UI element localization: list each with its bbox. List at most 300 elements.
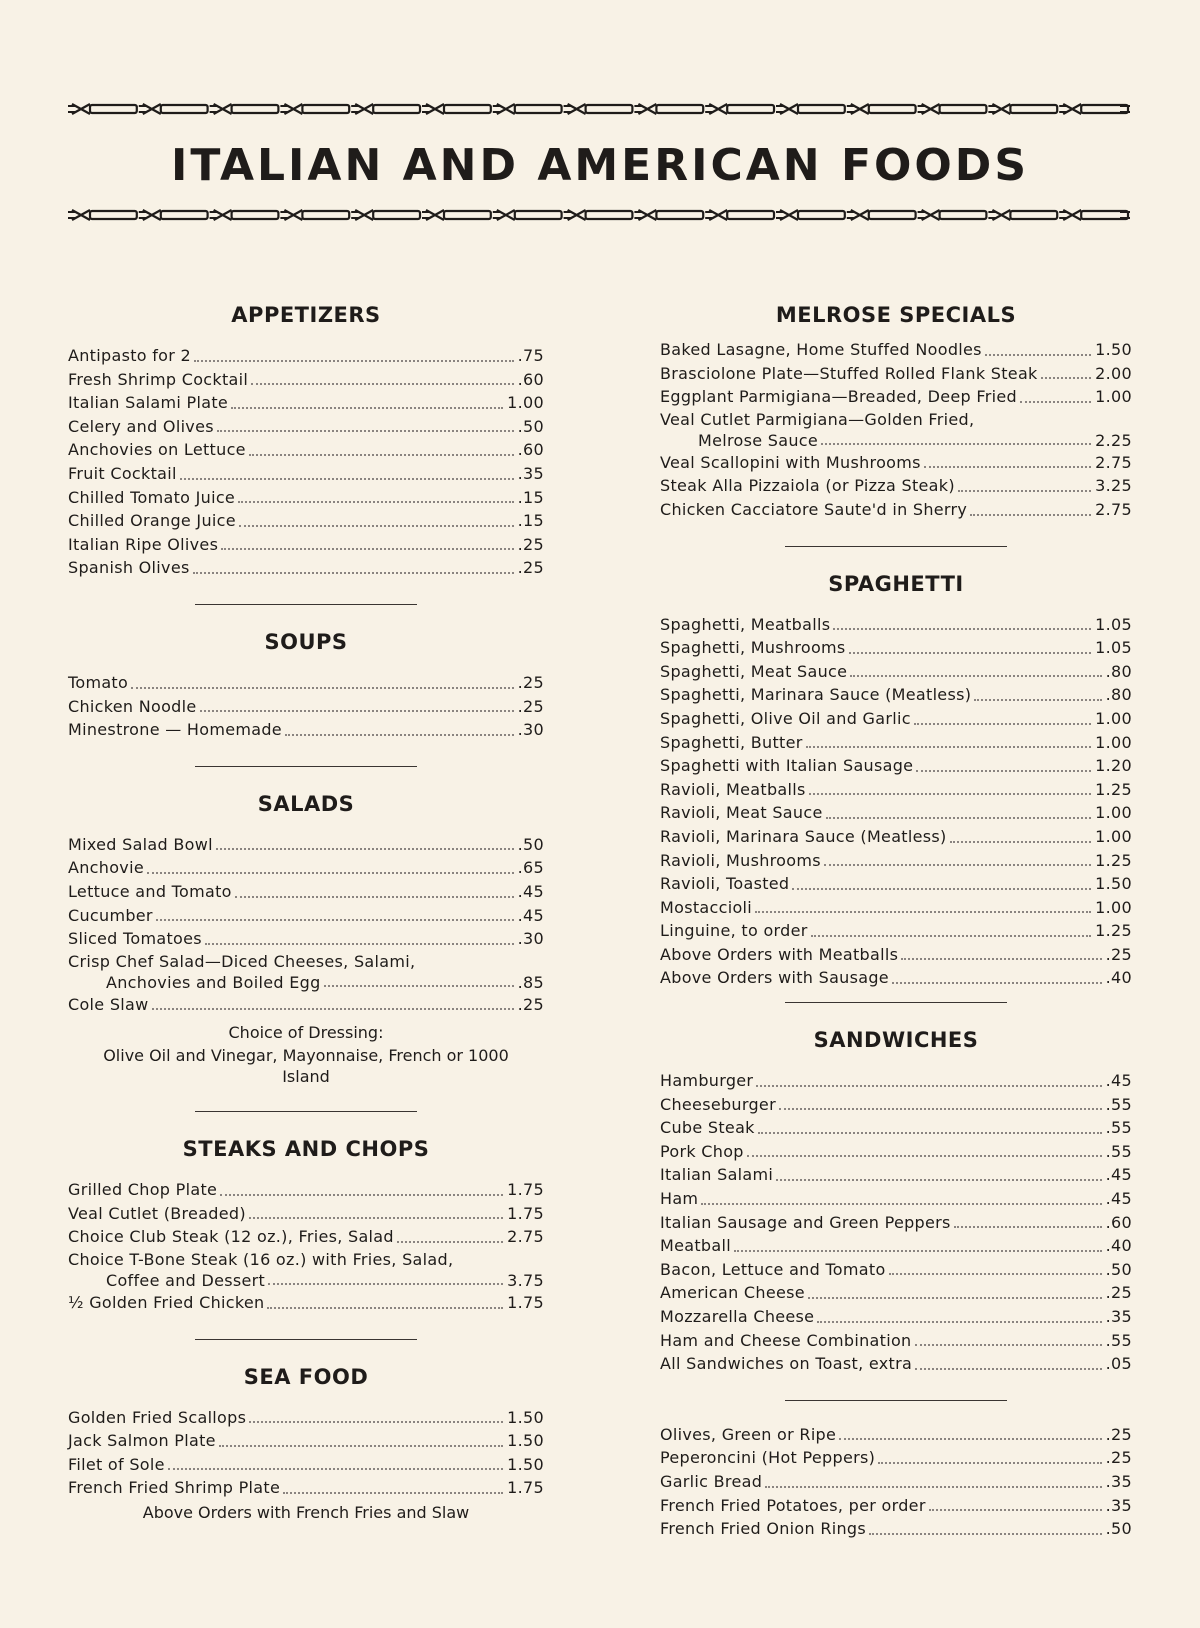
dot-leader: [131, 687, 514, 689]
dot-leader: [193, 572, 514, 574]
item-price: 3.25: [1095, 476, 1132, 496]
menu-item: [660, 1517, 1132, 1541]
seafood-list: [68, 1406, 544, 1500]
item-price: .25: [517, 558, 544, 578]
menu-item: [660, 1211, 1132, 1235]
item-price: 1.50: [507, 1431, 544, 1451]
dot-leader: [839, 1438, 1101, 1440]
item-price: 2.75: [507, 1227, 544, 1247]
item-price: 1.50: [507, 1407, 544, 1427]
item-name: Jack Salmon Plate: [68, 1431, 216, 1451]
top-ornamental-border: [68, 102, 1130, 116]
item-name: Olives, Green or Ripe: [660, 1424, 837, 1444]
dot-leader: [156, 919, 514, 921]
dot-leader: [235, 896, 514, 898]
soups-list: [68, 671, 544, 742]
item-name: Choice Club Steak (12 oz.), Fries, Salad: [68, 1227, 394, 1247]
item-name: Garlic Bread: [660, 1471, 763, 1491]
item-price: 1.00: [1095, 708, 1132, 728]
specials-list-a: [660, 338, 1132, 409]
menu-item: [68, 533, 544, 557]
item-name: Italian Sausage and Green Peppers: [660, 1212, 951, 1232]
dot-leader: [869, 1533, 1102, 1535]
item-price: .45: [1105, 1189, 1132, 1209]
item-name: Spaghetti, Butter: [660, 732, 803, 752]
menu-item: [660, 385, 1132, 409]
menu-item-cole-slaw: [68, 993, 544, 1017]
section-heading-appetizers: APPETIZERS: [231, 303, 381, 327]
item-name: Baked Lasagne, Home Stuffed Noodles: [660, 340, 982, 359]
item-price: 1.25: [1095, 850, 1132, 870]
item-name: Spaghetti, Meatballs: [660, 614, 831, 634]
menu-item: [660, 1329, 1132, 1353]
menu-item: [68, 904, 544, 928]
item-name: Lettuce and Tomato: [68, 881, 232, 901]
sandwiches-list: [660, 1069, 1132, 1376]
item-name: Hamburger: [660, 1071, 754, 1091]
item-name-line2-row: [68, 1270, 544, 1291]
dot-leader: [970, 514, 1091, 516]
item-name-line2: Anchovies and Boiled Egg: [106, 972, 321, 992]
dot-leader: [249, 454, 514, 456]
dot-leader: [397, 1241, 503, 1243]
item-price: 1.00: [1095, 826, 1132, 846]
item-name: Mixed Salad Bowl: [68, 834, 213, 854]
item-name: Sliced Tomatoes: [68, 929, 202, 949]
item-name: Pork Chop: [660, 1141, 744, 1161]
dot-leader: [755, 911, 1091, 913]
menu-item-tbone: [68, 1249, 544, 1291]
item-price: 1.05: [1095, 638, 1132, 658]
section-divider: [785, 1400, 1007, 1401]
menu-item: [660, 362, 1132, 386]
menu-item: [660, 919, 1132, 943]
item-name: Chicken Cacciatore Saute'd in Sherry: [660, 499, 968, 519]
item-name: Mozzarella Cheese: [660, 1307, 815, 1326]
dot-leader: [220, 1194, 503, 1196]
dot-leader: [954, 1226, 1102, 1228]
menu-item: [68, 556, 544, 580]
menu-item: [660, 1140, 1132, 1164]
dot-leader: [849, 652, 1092, 654]
menu-item: [68, 1429, 544, 1453]
item-name: Chicken Noodle: [68, 696, 197, 716]
dot-leader: [217, 430, 514, 432]
item-price: .55: [1105, 1118, 1132, 1138]
menu-item-chef-salad: [68, 951, 544, 993]
dot-leader: [985, 354, 1091, 356]
dot-leader: [824, 864, 1091, 866]
menu-item: [660, 474, 1132, 498]
menu-item: [68, 368, 544, 392]
dot-leader: [950, 841, 1092, 843]
menu-item: [68, 1178, 544, 1202]
dot-leader: [285, 734, 514, 736]
dot-leader: [756, 1085, 1101, 1087]
section-heading-spaghetti: SPAGHETTI: [828, 571, 964, 596]
item-name: Spanish Olives: [68, 558, 190, 578]
menu-item: [660, 338, 1132, 362]
menu-item: [660, 1281, 1132, 1305]
item-price: 1.50: [1095, 874, 1132, 894]
dot-leader: [929, 1509, 1102, 1511]
item-price: .45: [1105, 1165, 1132, 1185]
menu-item: [660, 1069, 1132, 1093]
menu-item: [660, 849, 1132, 873]
menu-item: [660, 1163, 1132, 1187]
dot-leader: [806, 746, 1092, 748]
item-name: Golden Fried Scallops: [68, 1407, 247, 1427]
item-price: .30: [517, 720, 544, 740]
item-price: .25: [517, 534, 544, 554]
item-price: .75: [517, 346, 544, 365]
item-price: 1.05: [1095, 614, 1132, 634]
dot-leader: [152, 1008, 514, 1010]
item-name-line1: Veal Cutlet Parmigiana—Golden Fried,: [660, 409, 975, 429]
menu-item: [660, 1446, 1132, 1470]
item-name: Cucumber: [68, 905, 153, 925]
item-price: .25: [1105, 944, 1132, 964]
menu-item: [660, 731, 1132, 755]
item-price: .05: [1105, 1354, 1132, 1374]
dot-leader: [216, 848, 514, 850]
item-price: 1.50: [507, 1454, 544, 1474]
item-name: Ravioli, Toasted: [660, 874, 790, 894]
item-price: .60: [517, 369, 544, 389]
item-price: .15: [517, 487, 544, 507]
dot-leader: [701, 1203, 1101, 1205]
appetizers-list: [68, 344, 544, 580]
item-price: .45: [517, 881, 544, 901]
menu-item: [68, 718, 544, 742]
item-price: 1.20: [1095, 756, 1132, 776]
item-price: 1.75: [507, 1293, 544, 1313]
item-name-line2: Coffee and Dessert: [106, 1271, 266, 1291]
item-name: Spaghetti, Marinara Sauce (Meatless): [660, 685, 972, 705]
dot-leader: [194, 360, 514, 362]
item-name: Brasciolone Plate—Stuffed Rolled Flank Steak: [660, 363, 1038, 383]
item-name: Ravioli, Meat Sauce: [660, 803, 823, 823]
item-name: Fresh Shrimp Cocktail: [68, 369, 249, 389]
dot-leader: [901, 958, 1101, 960]
item-name: Ravioli, Marinara Sauce (Meatless): [660, 826, 947, 846]
menu-item: [660, 1305, 1132, 1329]
item-name: Mostaccioli: [660, 897, 753, 917]
dot-leader: [251, 383, 514, 385]
item-name: French Fried Shrimp Plate: [68, 1478, 281, 1498]
section-heading-seafood: SEA FOOD: [243, 1364, 369, 1389]
dot-leader: [826, 817, 1092, 819]
item-name: Celery and Olives: [68, 416, 214, 436]
menu-item: [660, 451, 1132, 475]
menu-item: [68, 1453, 544, 1477]
dressing-title: Choice of Dressing:: [228, 1023, 384, 1043]
menu-item: [68, 438, 544, 462]
section-heading-sandwiches: SANDWICHES: [813, 1028, 979, 1053]
menu-item: [660, 1187, 1132, 1211]
salads-list: [68, 833, 544, 951]
item-name: Italian Ripe Olives: [68, 534, 219, 554]
section-divider: [195, 1339, 417, 1340]
menu-item: [660, 966, 1132, 990]
section-heading-steaks: STEAKS AND CHOPS: [182, 1137, 430, 1162]
item-price: 2.00: [1095, 363, 1132, 383]
dot-leader: [817, 1321, 1101, 1323]
item-price: .25: [1105, 1424, 1132, 1444]
item-name: Bacon, Lettuce and Tomato: [660, 1259, 886, 1279]
section-divider: [785, 546, 1007, 547]
item-name: Chilled Tomato Juice: [68, 487, 236, 507]
dot-leader: [231, 407, 503, 409]
item-name: Ham: [660, 1189, 699, 1209]
item-price: 1.00: [507, 393, 544, 413]
menu-item: [660, 778, 1132, 802]
item-name: Cole Slaw: [68, 994, 149, 1014]
spaghetti-list: [660, 613, 1132, 991]
item-price: 1.25: [1095, 921, 1132, 941]
item-price: .25: [517, 672, 544, 692]
dot-leader: [238, 501, 514, 503]
item-name: Spaghetti, Mushrooms: [660, 638, 846, 658]
dot-leader: [776, 1179, 1101, 1181]
menu-item: [660, 896, 1132, 920]
item-price: .60: [517, 440, 544, 460]
item-name: Spaghetti, Olive Oil and Garlic: [660, 708, 911, 728]
dot-leader: [811, 935, 1092, 937]
item-price: 1.00: [1095, 387, 1132, 407]
steaks-list: [68, 1178, 544, 1249]
specials-list-b: [660, 451, 1132, 522]
item-name: Steak Alla Pizzaiola (or Pizza Steak): [660, 476, 955, 496]
item-price: .65: [517, 858, 544, 878]
item-name: Spaghetti with Italian Sausage: [660, 756, 914, 776]
dot-leader: [324, 985, 514, 987]
dot-leader: [267, 1307, 503, 1309]
dot-leader: [168, 1468, 503, 1470]
item-price: 2.75: [1095, 452, 1132, 472]
item-price: 1.75: [507, 1180, 544, 1200]
menu-item: [660, 872, 1132, 896]
item-price: .80: [1105, 685, 1132, 705]
menu-item: [660, 498, 1132, 522]
item-name: Meatball: [660, 1236, 731, 1256]
item-price: 2.75: [1095, 499, 1132, 519]
dot-leader: [914, 723, 1091, 725]
dot-leader: [219, 1445, 503, 1447]
menu-item: [68, 391, 544, 415]
menu-item: [68, 415, 544, 439]
item-name: All Sandwiches on Toast, extra: [660, 1354, 913, 1374]
dot-leader: [916, 770, 1091, 772]
dot-leader: [147, 872, 514, 874]
menu-item: [68, 462, 544, 486]
item-name: Ravioli, Mushrooms: [660, 850, 821, 870]
item-name: Veal Cutlet (Breaded): [68, 1203, 246, 1223]
menu-item: [660, 1234, 1132, 1258]
dressing-options: Olive Oil and Vinegar, Mayonnaise, French or 1000 Island: [103, 1046, 509, 1087]
menu-item: [660, 754, 1132, 778]
item-name: Spaghetti, Meat Sauce: [660, 661, 848, 681]
item-price: .55: [1105, 1330, 1132, 1350]
menu-item: [660, 825, 1132, 849]
menu-item: [660, 613, 1132, 637]
dot-leader: [915, 1344, 1102, 1346]
item-name: Antipasto for 2: [68, 346, 192, 365]
menu-item: [660, 1093, 1132, 1117]
item-price: .40: [1105, 1236, 1132, 1256]
item-name: ½ Golden Fried Chicken: [68, 1293, 265, 1313]
dot-leader: [758, 1132, 1102, 1134]
chain-border-bottom: [68, 208, 1130, 222]
item-name: Minestrone — Homemade: [68, 720, 282, 740]
menu-item: [660, 1423, 1132, 1447]
dot-leader: [833, 628, 1091, 630]
item-name: Cheeseburger: [660, 1094, 776, 1114]
item-name: Grilled Chop Plate: [68, 1180, 218, 1200]
item-price: 1.25: [1095, 779, 1132, 799]
item-name: Chilled Orange Juice: [68, 511, 236, 531]
dot-leader: [221, 548, 513, 550]
left-column: [68, 300, 544, 1523]
item-name: French Fried Potatoes, per order: [660, 1495, 926, 1515]
item-name: Italian Salami: [660, 1165, 774, 1185]
menu-item: [660, 1258, 1132, 1282]
item-price: .30: [517, 929, 544, 949]
item-price: .35: [517, 463, 544, 483]
item-price: .35: [1105, 1307, 1132, 1326]
item-price: 2.25: [1095, 430, 1132, 450]
dot-leader: [249, 1421, 503, 1423]
item-name-line2-row: [660, 430, 1132, 451]
menu-item: [68, 509, 544, 533]
item-price: .50: [1105, 1259, 1132, 1279]
menu-item: [660, 1494, 1132, 1518]
item-price: .35: [1105, 1471, 1132, 1491]
item-price: 1.00: [1095, 897, 1132, 917]
section-heading-soups: SOUPS: [264, 629, 348, 654]
dot-leader: [765, 1486, 1101, 1488]
dot-leader: [915, 1368, 1102, 1370]
menu-item: [68, 695, 544, 719]
section-heading-melrose-specials: MELROSE SPECIALS: [775, 303, 1017, 327]
menu-item: [660, 1116, 1132, 1140]
menu-item: [68, 880, 544, 904]
menu-item: [68, 1406, 544, 1430]
dot-leader: [924, 466, 1091, 468]
item-name: Above Orders with Sausage: [660, 968, 889, 988]
dot-leader: [892, 982, 1102, 984]
item-name: Veal Scallopini with Mushrooms: [660, 452, 921, 472]
dot-leader: [850, 675, 1101, 677]
item-price: 1.75: [507, 1203, 544, 1223]
item-price: .45: [517, 905, 544, 925]
item-name: Above Orders with Meatballs: [660, 944, 899, 964]
dot-leader: [205, 943, 514, 945]
item-price: .25: [517, 696, 544, 716]
menu-title: ITALIAN AND AMERICAN FOODS: [170, 140, 1030, 191]
menu-item: [68, 1225, 544, 1249]
item-price: .25: [1105, 1283, 1132, 1303]
chain-border-top: [68, 102, 1130, 116]
dot-leader: [878, 1462, 1101, 1464]
dot-leader: [283, 1492, 503, 1494]
menu-item: [68, 671, 544, 695]
item-name: American Cheese: [660, 1283, 805, 1303]
menu-item-veal-parmigiana: [660, 409, 1132, 451]
dot-leader: [734, 1250, 1102, 1252]
dot-leader: [958, 490, 1091, 492]
item-price: 1.00: [1095, 732, 1132, 752]
item-price: .50: [1105, 1519, 1132, 1539]
item-name: Anchovie: [68, 858, 144, 878]
dot-leader: [200, 710, 514, 712]
dot-leader: [779, 1108, 1102, 1110]
dot-leader: [1020, 401, 1091, 403]
seafood-note: Above Orders with French Fries and Slaw: [142, 1503, 470, 1523]
menu-item: [68, 1476, 544, 1500]
menu-item: [660, 683, 1132, 707]
section-divider: [195, 1111, 417, 1112]
menu-item: [68, 486, 544, 510]
section-heading-salads: SALADS: [257, 791, 355, 816]
menu-item: [68, 344, 544, 368]
dot-leader: [747, 1155, 1102, 1157]
item-name: Cube Steak: [660, 1118, 755, 1138]
dot-leader: [889, 1273, 1102, 1275]
item-name-line1: Choice T-Bone Steak (16 oz.) with Fries, Salad,: [68, 1250, 454, 1270]
menu-item: [68, 927, 544, 951]
item-name: Peperoncini (Hot Peppers): [660, 1448, 876, 1468]
menu-item: [660, 943, 1132, 967]
item-price: .25: [1105, 1448, 1132, 1468]
item-price: .85: [517, 972, 544, 992]
right-column: [660, 300, 1132, 1541]
item-name: French Fried Onion Rings: [660, 1519, 867, 1539]
item-price: .55: [1105, 1094, 1132, 1114]
menu-item: [660, 1352, 1132, 1376]
dot-leader: [249, 1217, 503, 1219]
dot-leader: [808, 1297, 1102, 1299]
menu-item: [68, 1202, 544, 1226]
menu-item: [68, 833, 544, 857]
section-divider: [785, 1002, 1007, 1003]
dot-leader: [180, 478, 514, 480]
item-price: .80: [1105, 661, 1132, 681]
menu-item: [660, 707, 1132, 731]
item-price: .35: [1105, 1495, 1132, 1515]
item-price: .50: [517, 834, 544, 854]
item-price: .15: [517, 511, 544, 531]
item-price: .25: [517, 994, 544, 1014]
item-price: .55: [1105, 1141, 1132, 1161]
item-price: 1.50: [1095, 340, 1132, 359]
menu-item-fried-chicken: [68, 1291, 544, 1315]
dot-leader: [1041, 377, 1092, 379]
menu-item: [68, 856, 544, 880]
menu-item: [660, 1470, 1132, 1494]
item-name-line2: Melrose Sauce: [698, 430, 819, 450]
item-price: .40: [1105, 968, 1132, 988]
bottom-ornamental-border: [68, 208, 1130, 222]
item-price: .50: [517, 416, 544, 436]
dot-leader: [974, 699, 1101, 701]
item-price: .60: [1105, 1212, 1132, 1232]
item-price: 1.00: [1095, 803, 1132, 823]
dot-leader: [809, 793, 1092, 795]
item-price: 1.75: [507, 1478, 544, 1498]
item-name: Ravioli, Meatballs: [660, 779, 806, 799]
dot-leader: [239, 525, 514, 527]
